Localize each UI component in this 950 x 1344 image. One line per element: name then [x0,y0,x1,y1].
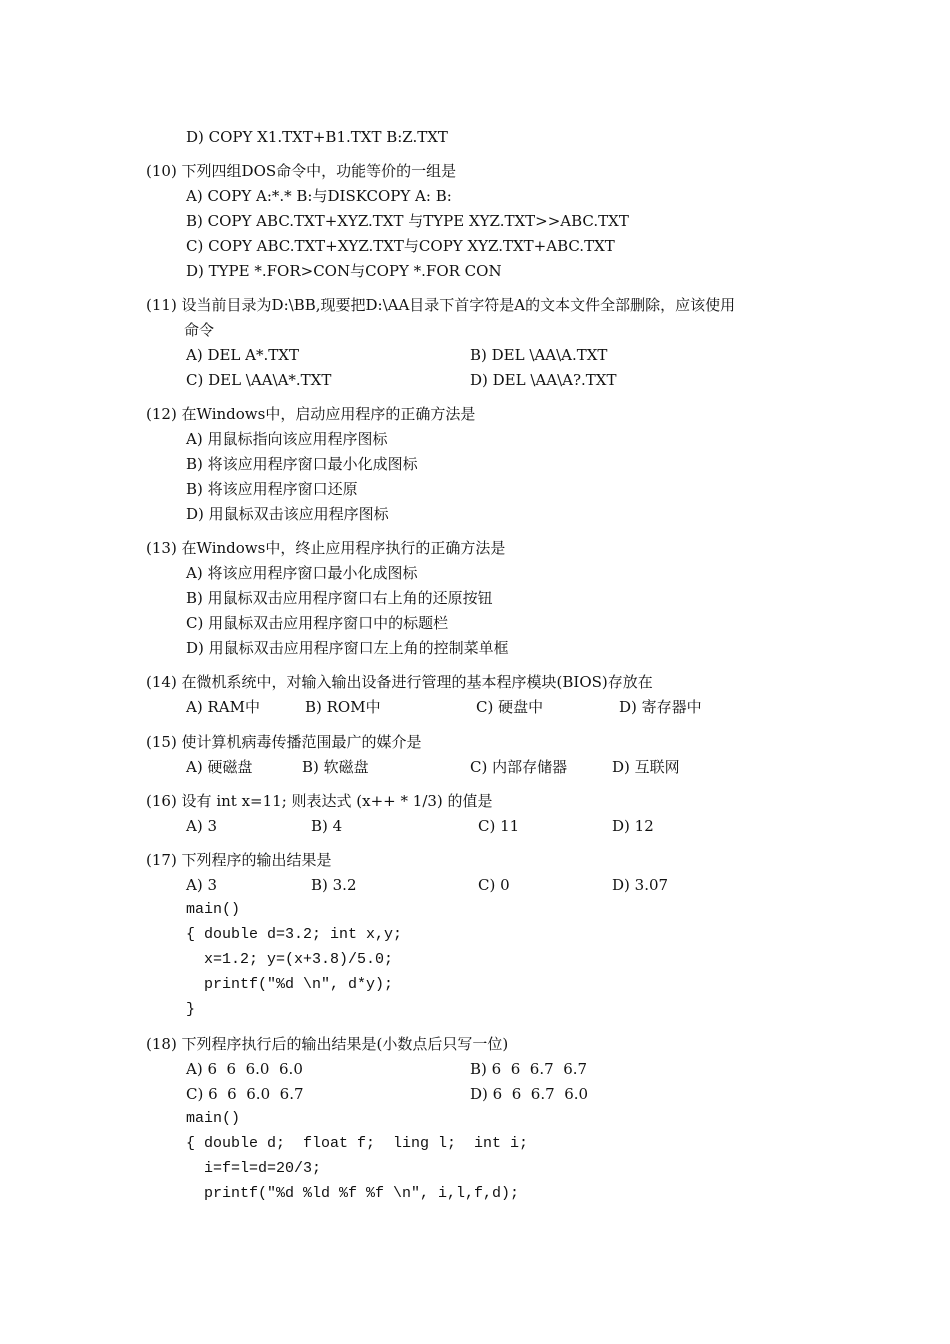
q18-option-d: D) 6 6 6.7 6.0 [470,1085,589,1103]
q16-option-c: C) 11 [478,817,520,835]
q9-option-d: D) COPY X1.TXT+B1.TXT B:Z.TXT [186,128,448,146]
q10-option-b: B) COPY ABC.TXT+XYZ.TXT 与TYPE XYZ.TXT>>ABC.TXT [186,212,629,230]
q14-option-b: B) ROM中 [305,698,381,716]
q18-option-a: A) 6 6 6.0 6.0 [186,1060,303,1078]
q16-option-b: B) 4 [311,817,343,835]
q11-option-a: A) DEL A*.TXT [186,346,299,364]
q17-option-b: B) 3.2 [311,876,357,894]
q17-code-line: main() [186,901,241,918]
q14-stem: (14) 在微机系统中，对输入输出设备进行管理的基本程序模块(BIOS)存放在 [146,673,653,691]
q11-option-b: B) DEL \AA\A.TXT [470,346,608,364]
q18-option-c: C) 6 6 6.0 6.7 [186,1085,304,1103]
q16-stem: (16) 设有 int x=11; 则表达式 (x++ * 1/3) 的值是 [146,792,493,810]
q10-stem: (10) 下列四组DOS命令中，功能等价的一组是 [146,162,457,180]
q10-option-a: A) COPY A:*.* B:与DISKCOPY A: B: [186,187,452,205]
q16-option-d: D) 12 [612,817,654,835]
q15-option-d: D) 互联网 [612,758,680,776]
q11-stem: (11) 设当前目录为D:\BB,现要把D:\AA目录下首字符是A的文本文件全部删除，应该使用 [146,296,736,314]
q15-option-c: C) 内部存储器 [470,758,568,776]
q18-code-line: { double d; float f; ling l; int i; [186,1135,529,1152]
q12-stem: (12) 在Windows中，启动应用程序的正确方法是 [146,405,476,423]
q13-stem: (13) 在Windows中，终止应用程序执行的正确方法是 [146,539,506,557]
q17-code-line: } [186,1001,196,1018]
q11-option-d: D) DEL \AA\A?.TXT [470,371,617,389]
q15-option-b: B) 软磁盘 [302,758,369,776]
q11-stem-continued: 命令 [184,321,215,339]
q14-option-a: A) RAM中 [186,698,260,716]
q15-option-a: A) 硬磁盘 [186,758,253,776]
q16-option-a: A) 3 [186,817,217,835]
q17-option-d: D) 3.07 [612,876,669,894]
q12-option-b: B) 将该应用程序窗口最小化成图标 [186,455,418,473]
q17-stem: (17) 下列程序的输出结果是 [146,851,332,869]
q12-option-a: A) 用鼠标指向该应用程序图标 [186,430,388,448]
q17-code-line: { double d=3.2; int x,y; [186,926,403,943]
q18-code-line: i=f=l=d=20/3; [186,1160,322,1177]
q12-option-d: D) 用鼠标双击该应用程序图标 [186,505,389,523]
q17-option-c: C) 0 [478,876,510,894]
q15-stem: (15) 使计算机病毒传播范围最广的媒介是 [146,733,422,751]
q10-option-c: C) COPY ABC.TXT+XYZ.TXT与COPY XYZ.TXT+ABC.TXT [186,237,615,255]
q13-option-b: B) 用鼠标双击应用程序窗口右上角的还原按钮 [186,589,493,607]
q18-stem: (18) 下列程序执行后的输出结果是(小数点后只写一位) [146,1035,509,1053]
q18-code-line: printf("%d %ld %f %f \n", i,l,f,d); [186,1185,520,1202]
q10-option-d: D) TYPE *.FOR>CON与COPY *.FOR CON [186,262,502,280]
q13-option-a: A) 将该应用程序窗口最小化成图标 [186,564,418,582]
q14-option-d: D) 寄存器中 [619,698,702,716]
q13-option-c: C) 用鼠标双击应用程序窗口中的标题栏 [186,614,449,632]
q12-option-c: B) 将该应用程序窗口还原 [186,480,358,498]
q17-code-line: printf("%d \n", d*y); [186,976,394,993]
q18-option-b: B) 6 6 6.7 6.7 [470,1060,588,1078]
q14-option-c: C) 硬盘中 [476,698,544,716]
q17-code-line: x=1.2; y=(x+3.8)/5.0; [186,951,394,968]
q17-option-a: A) 3 [186,876,217,894]
q13-option-d: D) 用鼠标双击应用程序窗口左上角的控制菜单框 [186,639,509,657]
q18-code-line: main() [186,1110,241,1127]
q11-option-c: C) DEL \AA\A*.TXT [186,371,332,389]
